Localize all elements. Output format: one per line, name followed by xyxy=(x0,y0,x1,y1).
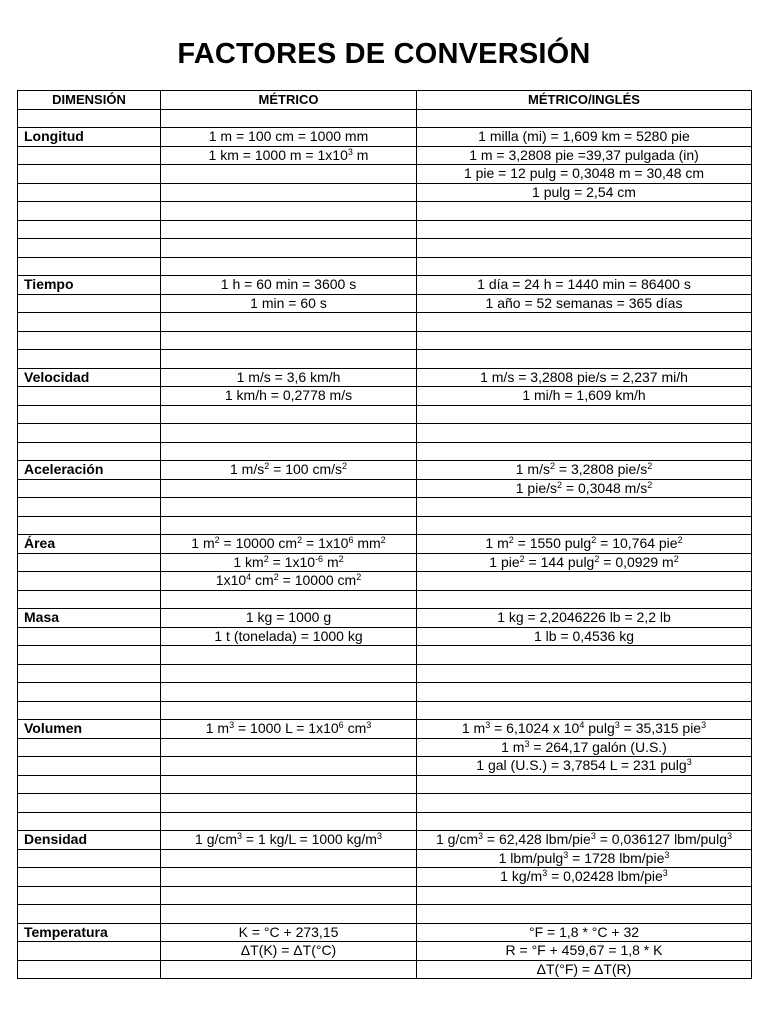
metric-english-cell: 1 pie$^2$ = 144 pulg$^2$ = 0,0929 $m^2$ xyxy=(417,553,752,572)
metric-cell xyxy=(161,960,417,979)
table-row xyxy=(18,257,752,276)
metric-cell xyxy=(161,683,417,702)
table-row xyxy=(18,738,752,757)
metric-cell: 1 kg = 1000 g xyxy=(161,609,417,628)
header-dimension: DIMENSIÓN xyxy=(18,91,161,110)
dimension-cell xyxy=(18,405,161,424)
metric-cell xyxy=(161,775,417,794)
metric-english-cell: 1 lb = 0,4536 kg xyxy=(417,627,752,646)
metric-english-cell: 1 $m^3 = 264,17$ galón (U.S.) xyxy=(417,738,752,757)
dimension-cell: Temperatura xyxy=(18,923,161,942)
page-title: FACTORES DE CONVERSIÓN xyxy=(177,38,591,70)
metric-english-cell xyxy=(417,313,752,332)
metric-english-cell: 1 lbm/pulg$^3$ = 1728 lbm/pie$^3$ xyxy=(417,849,752,868)
metric-cell: 1 km = 1000 $m = 1x10^3$ m xyxy=(161,146,417,165)
table-row xyxy=(18,294,752,313)
metric-cell: ΔT(K) = ΔT(°C) xyxy=(161,942,417,961)
table-row xyxy=(18,757,752,776)
dimension-cell xyxy=(18,590,161,609)
dimension-cell xyxy=(18,109,161,128)
dimension-cell xyxy=(18,775,161,794)
table-row xyxy=(18,572,752,591)
table-row xyxy=(18,516,752,535)
metric-cell xyxy=(161,313,417,332)
metric-english-cell: 1 gal (U.S.) = 3,7854 L = 231 pulg$^3$ xyxy=(417,757,752,776)
metric-english-cell: °F = 1,8 * °C + 32 xyxy=(417,923,752,942)
dimension-cell xyxy=(18,794,161,813)
table-row xyxy=(18,498,752,517)
dimension-cell: Densidad xyxy=(18,831,161,850)
dimension-cell xyxy=(18,183,161,202)
dimension-cell xyxy=(18,886,161,905)
metric-cell xyxy=(161,165,417,184)
dimension-cell xyxy=(18,683,161,702)
table-row xyxy=(18,831,752,850)
table-row xyxy=(18,960,752,979)
table-row xyxy=(18,165,752,184)
dimension-cell xyxy=(18,331,161,350)
metric-english-cell xyxy=(417,775,752,794)
table-row xyxy=(18,646,752,665)
metric-cell xyxy=(161,405,417,424)
metric-english-cell: 1 pulg = 2,54 cm xyxy=(417,183,752,202)
metric-english-cell xyxy=(417,794,752,813)
metric-english-cell xyxy=(417,442,752,461)
conversion-table xyxy=(17,90,752,979)
metric-cell xyxy=(161,849,417,868)
dimension-cell xyxy=(18,498,161,517)
dimension-cell xyxy=(18,350,161,369)
table-row xyxy=(18,812,752,831)
metric-english-cell xyxy=(417,257,752,276)
dimension-cell: Velocidad xyxy=(18,368,161,387)
metric-cell: $1x10^4$ $cm^2 = 10000$ $cm^2$ xyxy=(161,572,417,591)
metric-english-cell: 1 m/s = 3,2808 pie/s = 2,237 mi/h xyxy=(417,368,752,387)
dimension-cell xyxy=(18,942,161,961)
dimension-cell: Volumen xyxy=(18,720,161,739)
dimension-cell xyxy=(18,516,161,535)
dimension-cell xyxy=(18,738,161,757)
metric-cell xyxy=(161,701,417,720)
table-row xyxy=(18,794,752,813)
metric-cell: 1 km/h = 0,2778 m/s xyxy=(161,387,417,406)
metric-english-cell: 1 pie = 12 pulg = 0,3048 m = 30,48 cm xyxy=(417,165,752,184)
table-row xyxy=(18,109,752,128)
metric-cell: 1 t (tonelada) = 1000 kg xyxy=(161,627,417,646)
table-row xyxy=(18,849,752,868)
table-row xyxy=(18,442,752,461)
metric-cell xyxy=(161,757,417,776)
metric-english-cell xyxy=(417,498,752,517)
table-row xyxy=(18,202,752,221)
dimension-cell xyxy=(18,701,161,720)
table-row xyxy=(18,775,752,794)
metric-cell: 1 $m^3 = 1000$ $L = 1x10^6$ $cm^3$ xyxy=(161,720,417,739)
table-row xyxy=(18,313,752,332)
dimension-cell xyxy=(18,257,161,276)
table-row xyxy=(18,405,752,424)
dimension-cell xyxy=(18,239,161,258)
metric-cell: 1 $m/s^2 = 100$ $cm/s^2$ xyxy=(161,461,417,480)
metric-english-cell xyxy=(417,701,752,720)
dimension-cell xyxy=(18,442,161,461)
metric-cell xyxy=(161,516,417,535)
metric-english-cell xyxy=(417,664,752,683)
table-row xyxy=(18,923,752,942)
metric-cell xyxy=(161,442,417,461)
metric-english-cell: 1 $g/cm^3 = 62,428$ lbm/pie$^3$ = 0,036127 lbm/pulg$^3$ xyxy=(417,831,752,850)
table-header-row xyxy=(18,91,752,110)
metric-english-cell xyxy=(417,516,752,535)
table-row xyxy=(18,368,752,387)
metric-english-cell xyxy=(417,812,752,831)
dimension-cell xyxy=(18,960,161,979)
metric-english-cell: 1 $m^3 = 6,1024$ x $10^4$ pulg$^3$ = 35,315 pie$^3$ xyxy=(417,720,752,739)
dimension-cell xyxy=(18,313,161,332)
metric-english-cell: ΔT(°F) = ΔT(R) xyxy=(417,960,752,979)
metric-english-cell xyxy=(417,405,752,424)
table-row xyxy=(18,128,752,147)
dimension-cell xyxy=(18,387,161,406)
header-metric-english: MÉTRICO/INGLÉS xyxy=(417,91,752,110)
metric-english-cell xyxy=(417,424,752,443)
metric-cell xyxy=(161,664,417,683)
table-row xyxy=(18,387,752,406)
metric-english-cell: R = °F + 459,67 = 1,8 * K xyxy=(417,942,752,961)
dimension-cell xyxy=(18,627,161,646)
metric-english-cell xyxy=(417,646,752,665)
metric-english-cell: 1 kg = 2,2046226 lb = 2,2 lb xyxy=(417,609,752,628)
table-row xyxy=(18,609,752,628)
table-row xyxy=(18,683,752,702)
metric-cell xyxy=(161,331,417,350)
table-row xyxy=(18,220,752,239)
metric-english-cell xyxy=(417,572,752,591)
metric-cell xyxy=(161,183,417,202)
metric-cell xyxy=(161,239,417,258)
metric-cell: 1 $km^2 = 1x10^{-6}$ $m^2$ xyxy=(161,553,417,572)
metric-cell xyxy=(161,202,417,221)
metric-cell xyxy=(161,350,417,369)
metric-cell xyxy=(161,886,417,905)
metric-english-cell xyxy=(417,886,752,905)
metric-english-cell xyxy=(417,683,752,702)
metric-cell: 1 $m^2 = 10000$ $cm^2 = 1x10^6$ $mm^2$ xyxy=(161,535,417,554)
table-row xyxy=(18,553,752,572)
table-row xyxy=(18,461,752,480)
dimension-cell xyxy=(18,849,161,868)
metric-english-cell: 1 m = 3,2808 pie =39,37 pulgada (in) xyxy=(417,146,752,165)
metric-cell xyxy=(161,905,417,924)
table-row xyxy=(18,886,752,905)
metric-cell xyxy=(161,646,417,665)
dimension-cell xyxy=(18,479,161,498)
metric-cell xyxy=(161,812,417,831)
table-row xyxy=(18,183,752,202)
metric-cell xyxy=(161,498,417,517)
metric-cell: 1 min = 60 s xyxy=(161,294,417,313)
metric-english-cell: 1 pie/$s^2 = 0,3048$ $m/s^2$ xyxy=(417,479,752,498)
dimension-cell: Longitud xyxy=(18,128,161,147)
metric-english-cell xyxy=(417,905,752,924)
dimension-cell xyxy=(18,905,161,924)
metric-english-cell: 1 milla (mi) = 1,609 km = 5280 pie xyxy=(417,128,752,147)
table-row xyxy=(18,479,752,498)
table-row xyxy=(18,720,752,739)
table-row xyxy=(18,590,752,609)
dimension-cell xyxy=(18,757,161,776)
metric-cell xyxy=(161,590,417,609)
dimension-cell xyxy=(18,572,161,591)
metric-cell: 1 $g/cm^3 = 1$ kg/L = 1000 $kg/m^3$ xyxy=(161,831,417,850)
metric-english-cell: 1 $m^2 = 1550$ pulg$^2$ = 10,764 pie$^2$ xyxy=(417,535,752,554)
table-row xyxy=(18,664,752,683)
table-body xyxy=(18,109,752,979)
metric-cell xyxy=(161,794,417,813)
metric-english-cell xyxy=(417,331,752,350)
dimension-cell xyxy=(18,646,161,665)
metric-cell xyxy=(161,868,417,887)
table-row xyxy=(18,701,752,720)
metric-cell xyxy=(161,220,417,239)
dimension-cell xyxy=(18,146,161,165)
metric-english-cell: 1 día = 24 h = 1440 min = 86400 s xyxy=(417,276,752,295)
dimension-cell xyxy=(18,812,161,831)
table-row xyxy=(18,424,752,443)
metric-english-cell: 1 $kg/m^3 = 0,02428$ lbm/pie$^3$ xyxy=(417,868,752,887)
dimension-cell: Aceleración xyxy=(18,461,161,480)
table-row xyxy=(18,331,752,350)
metric-english-cell: 1 $m/s^2 = 3,2808$ pie/$s^2$ xyxy=(417,461,752,480)
metric-cell: 1 h = 60 min = 3600 s xyxy=(161,276,417,295)
header-metric: MÉTRICO xyxy=(161,91,417,110)
dimension-cell xyxy=(18,553,161,572)
metric-english-cell xyxy=(417,109,752,128)
dimension-cell xyxy=(18,165,161,184)
table-row xyxy=(18,239,752,258)
metric-english-cell xyxy=(417,202,752,221)
metric-cell: 1 m = 100 cm = 1000 mm xyxy=(161,128,417,147)
metric-cell xyxy=(161,479,417,498)
dimension-cell xyxy=(18,424,161,443)
metric-cell: 1 m/s = 3,6 km/h xyxy=(161,368,417,387)
table-row xyxy=(18,276,752,295)
table-row xyxy=(18,535,752,554)
dimension-cell xyxy=(18,202,161,221)
metric-cell: K = °C + 273,15 xyxy=(161,923,417,942)
dimension-cell xyxy=(18,868,161,887)
metric-english-cell xyxy=(417,220,752,239)
metric-cell xyxy=(161,109,417,128)
metric-english-cell: 1 mi/h = 1,609 km/h xyxy=(417,387,752,406)
dimension-cell xyxy=(18,220,161,239)
table-row xyxy=(18,868,752,887)
table-row xyxy=(18,146,752,165)
dimension-cell xyxy=(18,664,161,683)
metric-cell xyxy=(161,424,417,443)
dimension-cell: Masa xyxy=(18,609,161,628)
dimension-cell xyxy=(18,294,161,313)
table-row xyxy=(18,627,752,646)
table-row xyxy=(18,942,752,961)
metric-cell xyxy=(161,738,417,757)
dimension-cell: Tiempo xyxy=(18,276,161,295)
dimension-cell: Área xyxy=(18,535,161,554)
metric-english-cell xyxy=(417,590,752,609)
table-row xyxy=(18,350,752,369)
metric-english-cell: 1 año = 52 semanas = 365 días xyxy=(417,294,752,313)
metric-cell xyxy=(161,257,417,276)
metric-english-cell xyxy=(417,239,752,258)
metric-english-cell xyxy=(417,350,752,369)
table-row xyxy=(18,905,752,924)
